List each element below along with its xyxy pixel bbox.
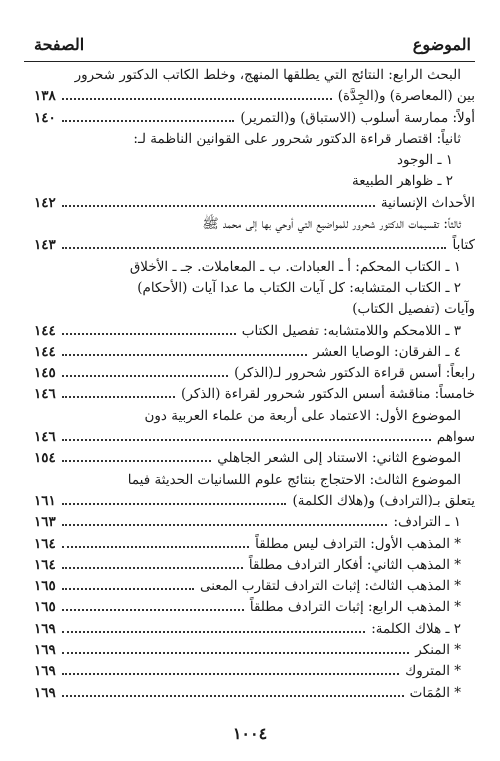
toc-entry-page: ١٦١ — [34, 492, 56, 509]
toc-entry-page: ١٤٢ — [34, 194, 56, 211]
toc-entry — [24, 86, 475, 107]
toc-entry-page: ١٥٤ — [34, 450, 56, 467]
dot-leader — [62, 546, 249, 548]
toc-entry-page: ١٤٤ — [34, 322, 56, 339]
toc-entry-page: ١٤٦ — [34, 429, 56, 446]
toc-entry — [24, 321, 475, 342]
toc-entry-page: ١٦٩ — [34, 642, 56, 659]
toc-entry — [24, 512, 475, 533]
toc-entry-page: ١٦٥ — [34, 599, 56, 616]
toc-entry-page: ١٦٩ — [34, 684, 56, 701]
toc-entry — [24, 683, 475, 704]
toc-entry-page: ١٣٨ — [34, 88, 56, 105]
dot-leader — [62, 631, 365, 633]
dot-leader — [62, 375, 228, 377]
toc-entry — [24, 299, 475, 320]
dot-leader — [62, 609, 244, 611]
topic-column-heading: الموضوع — [412, 35, 471, 54]
toc-entry-title: خامساً: مناقشة أسس الدكتور شحرور لقراءة (الذكر) — [181, 386, 475, 403]
toc-entry-title: * المتروك — [405, 663, 461, 680]
toc-entry-page: ١٤٤ — [34, 343, 56, 360]
toc-entry-page: ١٦٤ — [34, 535, 56, 552]
page-column-heading: الصفحة — [34, 35, 85, 54]
toc-entry — [24, 342, 475, 363]
toc-entry-title: ٣ ـ اللامحكم واللامتشابه: تفصيل الكتاب — [241, 322, 461, 339]
toc-entry-title: الموضوع الثاني: الاستناد إلى الشعر الجاهلي — [217, 450, 461, 467]
toc-entry-title: البحث الرابع: النتائج التي يطلقها المنهج، وخلط الكاتب الدكتور شحرور — [74, 67, 461, 83]
dot-leader — [62, 567, 243, 569]
toc-entry — [24, 470, 475, 491]
dot-leader — [62, 673, 399, 675]
toc-entry-title: يتعلق بـ(الترادف) و(هلاك الكلمة) — [292, 492, 475, 509]
toc-entry — [24, 491, 475, 512]
toc-entry — [24, 108, 475, 129]
toc-entry — [24, 406, 475, 427]
toc-entry-title: * المذهب الأول: الترادف ليس مطلقاً — [255, 535, 461, 552]
toc-entry — [24, 65, 475, 86]
toc-entry — [24, 619, 475, 640]
toc-entry — [24, 235, 475, 256]
toc-entry-title: الموضوع الثالث: الاحتجاج بنتائج علوم اللسانيات الحديثة فيما — [127, 471, 461, 488]
toc-entry-title: كتاباً — [452, 237, 475, 254]
toc-entry — [24, 640, 475, 661]
toc-entry-page: ١٦٤ — [34, 556, 56, 573]
toc-entry-title: * المذهب الرابع: إثبات الترادف مطلقاً — [249, 599, 461, 616]
toc-entry — [24, 257, 475, 278]
toc-entry-title: الأحداث الإنسانية — [380, 194, 475, 211]
dot-leader — [62, 588, 194, 590]
toc-entry-title: * المُمَات — [409, 684, 461, 701]
toc-entry — [24, 193, 475, 214]
toc-entry-page: ١٦٣ — [34, 514, 56, 531]
dot-leader — [62, 460, 211, 462]
toc-entry-title: ١ ـ الكتاب المحكم: أ ـ العبادات. ب ـ المعاملات. جـ ـ الأخلاق — [129, 258, 461, 275]
toc-entry-page: ١٦٩ — [34, 620, 56, 637]
dot-leader — [62, 98, 332, 100]
toc-entry — [24, 278, 475, 299]
toc-entry — [24, 129, 475, 150]
toc-entry-title: * المذهب الثاني: أفكار الترادف مطلقاً — [248, 556, 461, 573]
toc-entry — [24, 214, 475, 235]
toc-entry-title: ثانياً: اقتصار قراءة الدكتور شحرور على القوانين الناظمة لـ: — [133, 130, 461, 147]
toc-list — [24, 65, 475, 704]
toc-entry — [24, 576, 475, 597]
dot-leader — [62, 524, 387, 526]
header-rule — [24, 61, 475, 62]
toc-entry-title: وآيات (تفصيل الكتاب) — [352, 301, 475, 318]
toc-entry-page: ١٤٣ — [34, 237, 56, 254]
toc-entry-title: رابعاً: أسس قراءة الدكتور شحرور لـ(الذكر) — [234, 365, 475, 382]
toc-entry-page: ١٤٠ — [34, 109, 56, 126]
toc-entry — [24, 661, 475, 682]
toc-entry-page: ١٤٦ — [34, 386, 56, 403]
dot-leader — [62, 333, 236, 335]
toc-entry-title: ٢ ـ الكتاب المتشابه: كل آيات الكتاب ما عدا آيات (الأحكام) — [137, 279, 461, 296]
toc-entry-title: * المنكر — [415, 642, 461, 659]
toc-entry — [24, 555, 475, 576]
dot-leader — [62, 396, 175, 398]
toc-entry-title: ٢ ـ ظواهر الطبيعة — [352, 173, 453, 190]
toc-entry-title: * المذهب الثالث: إثبات الترادف لتقارب المعنى — [199, 578, 461, 595]
toc-entry-page: ١٦٥ — [34, 578, 56, 595]
toc-entry — [24, 150, 475, 171]
dot-leader — [62, 652, 409, 654]
toc-header — [24, 33, 475, 57]
dot-leader — [62, 205, 375, 207]
toc-entry-title: ١ ـ الترادف: — [393, 514, 461, 531]
toc-entry — [24, 363, 475, 384]
toc-entry-title: ثالثاً: تقسيمات الدكتور شحرور للمواضيع التي أوحي بها إلى محمد ﷺ — [202, 216, 461, 233]
toc-entry — [24, 448, 475, 469]
toc-entry — [24, 427, 475, 448]
toc-entry-title: الموضوع الأول: الاعتماد على أربعة من علماء العربية دون — [144, 407, 461, 424]
toc-entry-title: ٤ ـ الفرقان: الوصايا العشر — [313, 343, 461, 360]
dot-leader — [62, 354, 307, 356]
toc-entry — [24, 597, 475, 618]
dot-leader — [62, 439, 431, 441]
toc-entry-title: سواهم — [436, 429, 475, 446]
dot-leader — [62, 695, 404, 697]
toc-entry-page: ١٦٩ — [34, 663, 56, 680]
toc-entry-title: أولاً: ممارسة أسلوب (الاستباق) و(التمرير) — [240, 109, 475, 126]
dot-leader — [62, 120, 234, 122]
dot-leader — [62, 247, 446, 249]
toc-entry-title: ١ ـ الوجود — [397, 152, 453, 169]
toc-entry-title: بين (المعاصرة) و(الجِدَّة) — [337, 88, 475, 105]
toc-entry-title: ٢ ـ هلاك الكلمة: — [371, 620, 461, 637]
dot-leader — [62, 503, 286, 505]
toc-entry-page: ١٤٥ — [34, 365, 56, 382]
toc-entry — [24, 534, 475, 555]
page-number: ١٠٠٤ — [232, 724, 268, 743]
toc-entry — [24, 171, 475, 192]
toc-entry — [24, 384, 475, 405]
